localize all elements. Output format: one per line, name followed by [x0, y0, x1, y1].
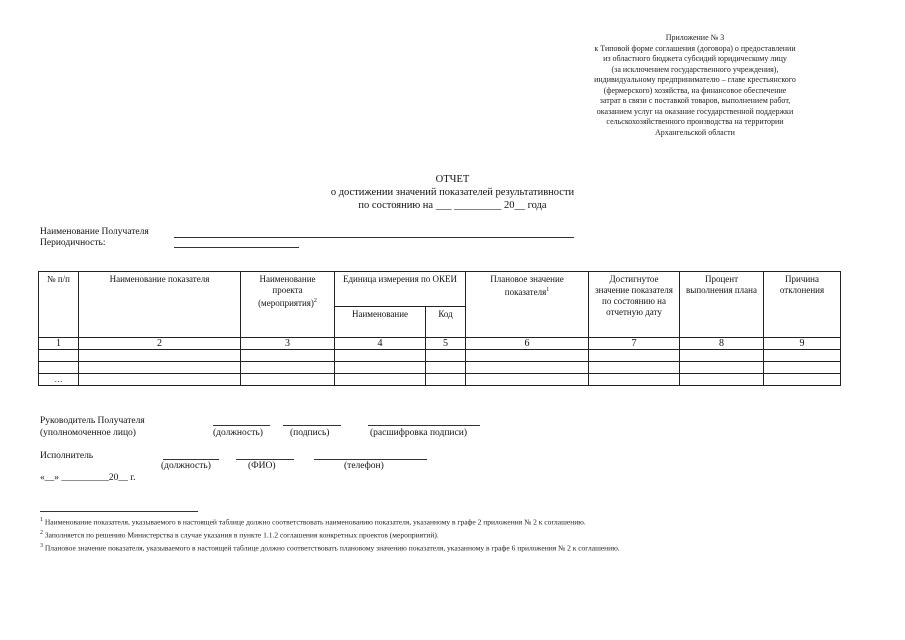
table-cell[interactable] — [589, 350, 680, 362]
table-cell[interactable] — [241, 350, 335, 362]
footnote-number: 3 — [40, 543, 43, 549]
report-date-line: по состоянию на ___ _________ 20__ года — [358, 200, 547, 211]
table-cell[interactable] — [335, 350, 426, 362]
table-cell[interactable] — [466, 350, 589, 362]
table-cell[interactable] — [79, 362, 241, 374]
appendix-line: из областного бюджета субсидий юридическому лицу — [603, 54, 787, 63]
footnote-number: 1 — [40, 517, 43, 523]
column-number: 5 — [426, 338, 466, 350]
recipient-label: Наименование Получателя — [40, 227, 149, 237]
column-number: 8 — [680, 338, 764, 350]
table-cell[interactable] — [466, 362, 589, 374]
header-planned-text: Плановое значение показателя — [490, 274, 564, 297]
ellipsis-cell: … — [39, 374, 79, 386]
appendix-line: оказанием услуг на оказание государственной поддержки — [596, 106, 794, 116]
table-cell[interactable] — [589, 374, 680, 386]
footnote-text: Заполняется по решению Министерства в случае указания в пункте 1.1.2 соглашения конкретных проектов (мероприятий). — [43, 530, 439, 540]
table-cell[interactable] — [426, 374, 466, 386]
table-cell[interactable] — [39, 350, 79, 362]
exec-name-caption: (ФИО) — [248, 461, 276, 471]
table-cell[interactable] — [764, 374, 841, 386]
appendix-line: Приложение № 3 — [665, 33, 725, 42]
table-cell[interactable] — [241, 374, 335, 386]
column-number: 7 — [589, 338, 680, 350]
column-number: 3 — [241, 338, 335, 350]
header-indicator: Наименование показателя — [79, 272, 241, 338]
head-label: Руководитель Получателя — [40, 416, 145, 426]
date-line: «__» __________20__ г. — [40, 473, 136, 483]
table-cell[interactable] — [426, 362, 466, 374]
header-unit-name: Наименование — [335, 307, 426, 338]
appendix-line: (фермерского) хозяйства, на финансовое обеспечение — [603, 85, 787, 95]
header-num: № п/п — [39, 272, 79, 338]
header-reason: Причина отклонения — [764, 272, 841, 338]
table-cell[interactable] — [79, 374, 241, 386]
report-title: ОТЧЕТ — [435, 174, 470, 185]
table-cell[interactable] — [335, 374, 426, 386]
header-project-text: Наименование проекта (мероприятия) — [258, 274, 316, 308]
decoding-caption: (расшифровка подписи) — [370, 428, 467, 438]
table-row — [39, 350, 841, 362]
footnote-number: 2 — [40, 530, 43, 536]
exec-name-fill-line[interactable] — [236, 459, 294, 460]
exec-phone-fill-line[interactable] — [314, 459, 427, 460]
header-unit-code: Код — [426, 307, 466, 338]
appendix-line: Архангельской области — [655, 127, 735, 137]
table-cell[interactable] — [466, 374, 589, 386]
table-cell[interactable] — [680, 362, 764, 374]
header-unit: Единица измерения по ОКЕИ — [335, 272, 466, 307]
appendix-line: (за исключением государственного учреждения), — [611, 64, 779, 74]
exec-position-fill-line[interactable] — [163, 459, 219, 460]
table-cell[interactable] — [79, 350, 241, 362]
table-cell[interactable] — [680, 350, 764, 362]
head-sublabel: (уполномоченное лицо) — [40, 428, 136, 438]
table-row — [39, 374, 841, 386]
appendix-line: индивидуальному предпринимателю – главе крестьянского — [594, 75, 796, 84]
column-number: 1 — [39, 338, 79, 350]
footnote-text: Плановое значение показателя, указываемого в настоящей таблице должно соответствовать плановому значению показателя, указанному в графе 6 приложения № 2 к соглашению. — [43, 543, 620, 553]
table-cell[interactable] — [764, 362, 841, 374]
column-number: 9 — [764, 338, 841, 350]
decoding-fill-line[interactable] — [368, 425, 480, 426]
recipient-fill-line[interactable] — [174, 237, 574, 238]
footnote-ref: 2 — [313, 298, 317, 304]
signature-caption: (подпись) — [290, 428, 330, 438]
footnote-3 — [40, 543, 620, 553]
column-number: 4 — [335, 338, 426, 350]
signature-fill-line[interactable] — [283, 425, 341, 426]
position-fill-line[interactable] — [213, 425, 270, 426]
exec-phone-caption: (телефон) — [344, 461, 384, 471]
appendix-line: сельскохозяйственного производства на территории — [606, 117, 784, 126]
footnote-1 — [40, 517, 586, 527]
table-cell[interactable] — [241, 362, 335, 374]
header-percent: Процент выполнения плана — [680, 272, 764, 338]
table-cell[interactable] — [680, 374, 764, 386]
footnote-text: Наименование показателя, указываемого в настоящей таблице должно соответствовать наименованию показателя, указанному в графе 2 приложения № 2 к соглашению. — [43, 517, 586, 527]
table-cell[interactable] — [426, 350, 466, 362]
column-number: 2 — [79, 338, 241, 350]
appendix-header — [560, 33, 830, 138]
column-number: 6 — [466, 338, 589, 350]
appendix-line: к Типовой форме соглашения (договора) о предоставлении — [594, 43, 796, 53]
periodicity-label: Периодичность: — [40, 238, 106, 248]
table-cell[interactable] — [39, 362, 79, 374]
footnote-ref: 1 — [546, 287, 550, 293]
periodicity-fill-line[interactable] — [174, 247, 299, 248]
indicators-table — [38, 271, 841, 386]
header-planned — [466, 272, 589, 338]
table-cell[interactable] — [335, 362, 426, 374]
footnote-2 — [40, 530, 439, 540]
header-achieved: Достигнутое значение показателя по состоянию на отчетную дату — [589, 272, 680, 338]
appendix-line: затрат в связи с поставкой товаров, выполнением работ, — [599, 96, 791, 105]
footnote-separator — [40, 511, 198, 512]
exec-position-caption: (должность) — [161, 461, 211, 471]
table-row — [39, 362, 841, 374]
header-project — [241, 272, 335, 338]
executor-label: Исполнитель — [40, 451, 94, 461]
table-cell[interactable] — [589, 362, 680, 374]
table-cell[interactable] — [764, 350, 841, 362]
report-subtitle: о достижении значений показателей результативности — [330, 187, 575, 198]
position-caption: (должность) — [213, 428, 263, 438]
column-numbers-row — [39, 338, 841, 350]
